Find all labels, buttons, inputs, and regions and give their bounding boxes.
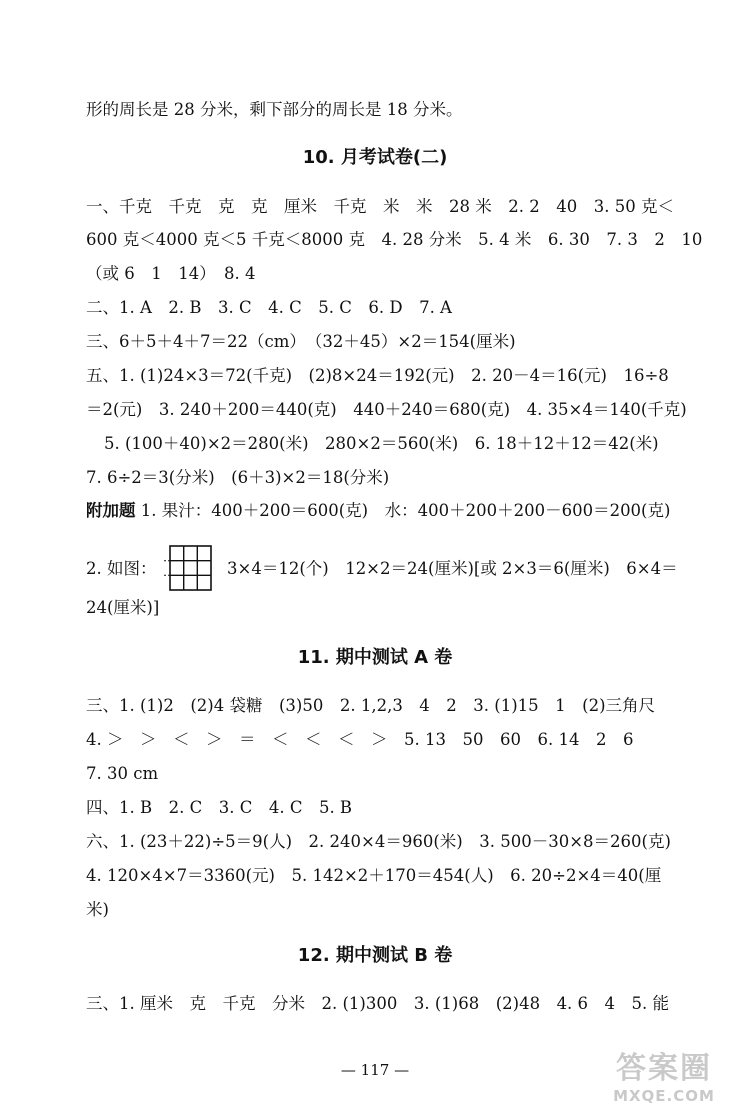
text-line: 7. 6÷2＝3(分米) (6＋3)×2＝18(分米) xyxy=(86,468,390,487)
text-line: 三、1. (1)2 (2)4 袋糖 (3)50 2. 1,2,3 4 2 3. (1)15 1 (2)三角尺 xyxy=(86,696,656,715)
text-line: 形的周长是 28 分米，剩下部分的周长是 18 分米。 xyxy=(86,100,463,119)
watermark-url: MXQE.COM xyxy=(613,1087,715,1105)
section-title-12: 12. 期中测试 B 卷 xyxy=(297,945,453,966)
text-line: 米) xyxy=(86,900,109,919)
bonus-label: 附加题 xyxy=(86,501,136,520)
bonus-line xyxy=(86,500,726,522)
text-line: 7. 30 cm xyxy=(86,764,159,783)
watermark-text: 答案圈 xyxy=(616,1051,712,1086)
section-title-11: 11. 期中测试 A 卷 xyxy=(297,647,453,668)
text-line: 五、1. (1)24×3＝72(千克) (2)8×24＝192(元) 2. 20－4＝16(元) 16÷8 xyxy=(86,366,669,385)
text-line: 24(厘米)] xyxy=(86,598,160,617)
bonus-text: 1. 果汁：400＋200＝600(克) 水：400＋200＋200－600＝200(克) xyxy=(140,501,671,520)
page-number: — 117 — xyxy=(340,1061,410,1079)
section-title-10: 10. 月考试卷(二) xyxy=(302,147,448,168)
figure-text: 3×4＝12(个) 12×2＝24(厘米)[或 2×3＝6(厘米) 6×4＝ xyxy=(227,559,678,578)
text-line: 四、1. B 2. C 3. C 4. C 5. B xyxy=(86,798,353,817)
text-line: 600 克＜4000 克＜5 千克＜8000 克 4. 28 分米 5. 4 米 6. 30 7. 3 2 10 xyxy=(86,230,703,249)
figure-line xyxy=(86,546,726,592)
text-line: （或 6 1 14） 8. 4 xyxy=(86,264,256,283)
grid-figure-icon xyxy=(164,545,212,591)
watermark-logo xyxy=(594,1052,734,1114)
figure-label: 2. 如图： xyxy=(86,559,157,578)
text-line: 4. 120×4×7＝3360(元) 5. 142×2＋170＝454(人) 6. 20÷2×4＝40(厘 xyxy=(86,866,662,885)
text-line: 二、1. A 2. B 3. C 4. C 5. C 6. D 7. A xyxy=(86,298,452,317)
text-line: 4. ＞ ＞ ＜ ＞ ＝ ＜ ＜ ＜ ＞ 5. 13 50 60 6. 14 2 6 xyxy=(86,730,634,749)
text-line: 三、1. 厘米 克 千克 分米 2. (1)300 3. (1)68 (2)48 4. 6 4 5. 能 xyxy=(86,994,670,1013)
text-line: 三、6＋5＋4＋7＝22（cm） （32＋45）×2＝154(厘米) xyxy=(86,332,516,351)
text-line: ＝2(元) 3. 240＋200＝440(克) 440＋240＝680(克) 4. 35×4＝140(千克) xyxy=(86,400,687,419)
text-line: 六、1. (23＋22)÷5＝9(人) 2. 240×4＝960(米) 3. 500－30×8＝260(克) xyxy=(86,832,671,851)
text-line: 一、千克 千克 克 克 厘米 千克 米 米 28 米 2. 2 40 3. 50 克＜ xyxy=(86,197,674,216)
text-line: 5. (100＋40)×2＝280(米) 280×2＝560(米) 6. 18＋12＋12＝42(米) xyxy=(104,434,659,453)
